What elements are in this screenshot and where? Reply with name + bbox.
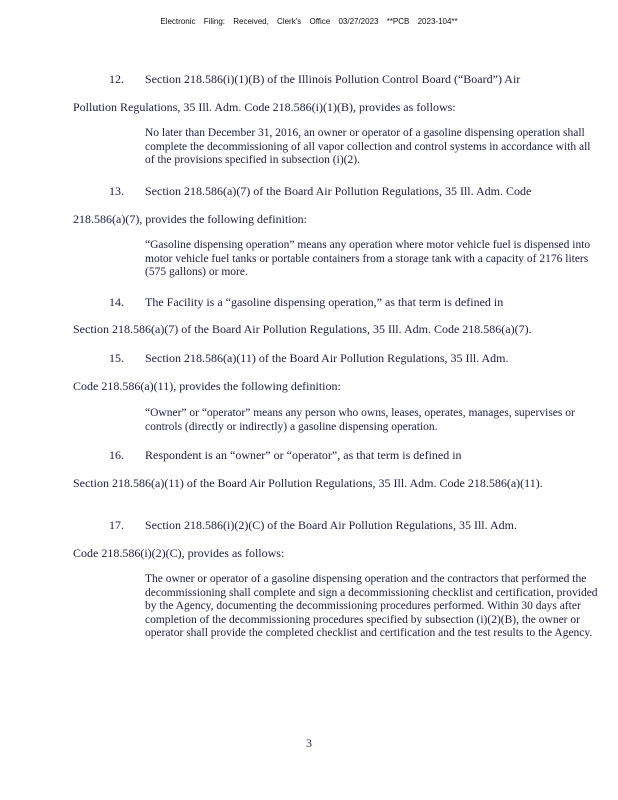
paragraph-line: Respondent is an “owner” or “operator”, as that term is defined in xyxy=(145,448,462,462)
block-quote: The owner or operator of a gasoline dispensing operation and the contractors that performed the decommissioning shall complete and sign a decommissioning checklist and certification, provided by the Agency, documenting the decommissioning procedures performed. Within 30 days after completion of the decommissioning procedures specified by subsection (i)(2)(B), the owner or operator shall provide the completed checklist and certification and the test results to the Agency. xyxy=(145,573,598,640)
paragraph-line: Section 218.586(i)(1)(B) of the Illinois Pollution Control Board (“Board”) Air xyxy=(145,72,521,86)
paragraph-line: Section 218.586(a)(7) of the Board Air Pollution Regulations, 35 Ill. Adm. Code xyxy=(145,184,532,198)
paragraph-line: Code 218.586(a)(11), provides the following definition: xyxy=(73,379,341,393)
paragraph-line: Pollution Regulations, 35 Ill. Adm. Code 218.586(i)(1)(B), provides as follows: xyxy=(73,100,456,114)
paragraph-number: 12. xyxy=(109,72,124,86)
paragraph-line: 218.586(a)(7), provides the following definition: xyxy=(73,212,307,226)
page-number: 3 xyxy=(306,736,312,750)
paragraph-line: The Facility is a “gasoline dispensing operation,” as that term is defined in xyxy=(145,295,504,309)
paragraph-number: 14. xyxy=(109,295,124,309)
paragraph-number: 15. xyxy=(109,351,124,365)
filing-header: Electronic Filing: Received, Clerk's Office 03/27/2023 **PCB 2023-104** xyxy=(160,17,458,26)
block-quote: “Owner” or “operator” means any person who owns, leases, operates, manages, supervises or controls (directly or indirectly) a gasoline dispensing operation. xyxy=(145,407,575,433)
paragraph-number: 16. xyxy=(109,448,124,462)
paragraph-line: Section 218.586(a)(11) of the Board Air Pollution Regulations, 35 Ill. Adm. Code 218.586(a)(11). xyxy=(73,476,543,490)
paragraph-line: Section 218.586(a)(7) of the Board Air Pollution Regulations, 35 Ill. Adm. Code 218.586(a)(7). xyxy=(73,322,532,336)
paragraph-line: Section 218.586(i)(2)(C) of the Board Air Pollution Regulations, 35 Ill. Adm. xyxy=(145,518,517,532)
block-quote: “Gasoline dispensing operation” means any operation where motor vehicle fuel is dispensed into motor vehicle fuel tanks or portable containers from a storage tank with a capacity of 2176 liters (575 gallons) or more. xyxy=(145,239,591,279)
block-quote: No later than December 31, 2016, an owner or operator of a gasoline dispensing operation shall complete the decommissioning of all vapor collection and control systems in accordance with all of the provisions specified in subsection (i)(2). xyxy=(145,127,591,167)
paragraph-number: 13. xyxy=(109,184,124,198)
paragraph-number: 17. xyxy=(109,518,124,532)
paragraph-line: Section 218.586(a)(11) of the Board Air Pollution Regulations, 35 Ill. Adm. xyxy=(145,351,509,365)
paragraph-line: Code 218.586(i)(2)(C), provides as follows: xyxy=(73,546,285,560)
